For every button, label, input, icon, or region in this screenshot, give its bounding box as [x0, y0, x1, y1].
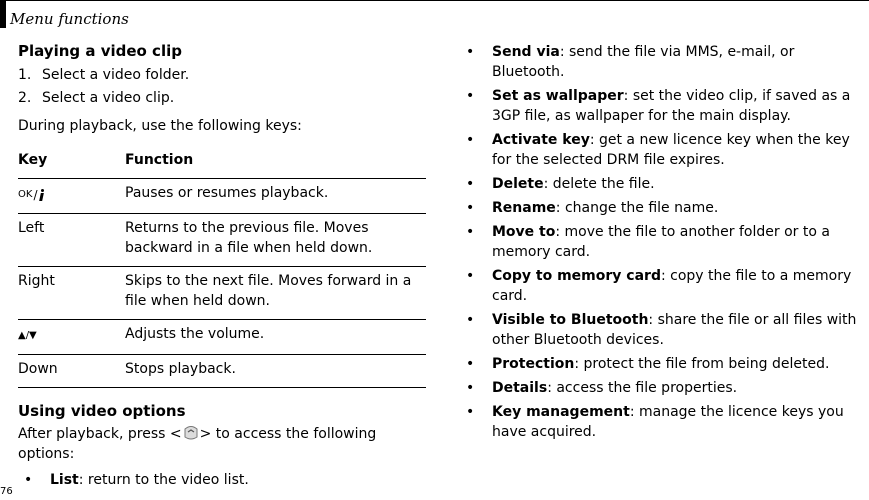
header-rule: [0, 0, 869, 1]
option-desc: : set the video clip, if saved as a 3GP file, as wallpaper for the main display.: [492, 88, 851, 124]
list-item: [18, 470, 428, 490]
list-item: [460, 86, 869, 126]
list-item: [460, 222, 869, 262]
list-item: [460, 354, 869, 374]
option-desc: : get a new licence key when the key for the selected DRM file expires.: [492, 132, 850, 168]
list-item: [460, 310, 869, 350]
options-intro-before: After playback, press <: [18, 426, 182, 442]
option-desc: : send the file via MMS, e-mail, or Bluetooth.: [492, 44, 795, 80]
option-term: Rename: [492, 200, 556, 216]
option-term: Activate key: [492, 132, 590, 148]
function-cell: Skips to the next file. Moves forward in a file when held down.: [125, 267, 426, 320]
table-header-row: [18, 148, 426, 179]
list-item: [460, 378, 869, 398]
option-term: Key management: [492, 404, 630, 420]
bullet-dot: •: [466, 44, 475, 60]
info-key-glyph: [38, 189, 46, 201]
key-cell: Left: [18, 214, 125, 267]
option-term: Details: [492, 380, 548, 396]
column-header-key: Key: [18, 148, 125, 179]
ok-i-key-icon: OK /: [18, 185, 46, 205]
function-cell: Adjusts the volume.: [125, 320, 426, 355]
bullet-dot: •: [24, 472, 33, 488]
left-column: [18, 42, 428, 490]
option-term: Copy to memory card: [492, 268, 661, 284]
key-cell: Right: [18, 267, 125, 320]
list-item: [460, 42, 869, 82]
ok-key-label: OK: [18, 189, 33, 200]
header-title: Menu functions: [10, 10, 129, 28]
option-term: Set as wallpaper: [492, 88, 624, 104]
step-number: 2.: [18, 90, 32, 106]
bullet-dot: •: [466, 200, 475, 216]
option-term: Move to: [492, 224, 556, 240]
function-cell: Returns to the previous file. Moves backward in a file when held down.: [125, 214, 426, 267]
playback-intro: During playback, use the following keys:: [18, 118, 302, 134]
bullet-dot: •: [466, 88, 475, 104]
right-column: [460, 42, 869, 446]
option-term: Visible to Bluetooth: [492, 312, 649, 328]
section-heading-playing: Playing a video clip: [18, 42, 182, 60]
option-term: Delete: [492, 176, 544, 192]
list-item: [460, 130, 869, 170]
column-header-function: Function: [125, 148, 426, 179]
option-term: Send via: [492, 44, 560, 60]
bullet-dot: •: [466, 312, 475, 328]
option-desc: : manage the licence keys you have acquired.: [492, 404, 844, 440]
bullet-dot: •: [466, 356, 475, 372]
option-term: Protection: [492, 356, 575, 372]
table-row: [18, 267, 426, 320]
function-cell: Pauses or resumes playback.: [125, 179, 426, 214]
keys-table: [18, 148, 426, 388]
page-number: 76: [0, 486, 13, 497]
options-intro-after: > to access the following options:: [18, 426, 377, 462]
table-row: [18, 214, 426, 267]
key-cell: Down: [18, 355, 125, 388]
key-cell: [18, 320, 125, 355]
function-cell: Stops playback.: [125, 355, 426, 388]
header-bar: [0, 0, 6, 28]
option-term: List: [50, 472, 79, 488]
list-item: [460, 174, 869, 194]
list-item: [460, 198, 869, 218]
bullet-dot: •: [466, 224, 475, 240]
table-row: [18, 320, 426, 355]
bullet-dot: •: [466, 380, 475, 396]
option-desc: : change the file name.: [555, 200, 719, 216]
step-number: 1.: [18, 67, 32, 83]
bullet-dot: •: [466, 176, 475, 192]
step-text: Select a video clip.: [42, 90, 175, 106]
step-item: [18, 64, 428, 87]
option-desc: : delete the file.: [543, 176, 655, 192]
list-item: [460, 402, 869, 442]
step-text: Select a video folder.: [42, 67, 190, 83]
section-heading-options: Using video options: [18, 402, 186, 420]
table-row: [18, 355, 426, 388]
bullet-dot: •: [466, 404, 475, 420]
option-desc: : access the file properties.: [547, 380, 738, 396]
softkey-options-icon: [182, 425, 200, 441]
bullet-dot: •: [466, 132, 475, 148]
option-desc: : share the file or all files with other Bluetooth devices.: [492, 312, 857, 348]
key-cell: [18, 179, 125, 214]
option-desc: : copy the file to a memory card.: [492, 268, 852, 304]
option-desc: : return to the video list.: [78, 472, 249, 488]
option-desc: : move the file to another folder or to a memory card.: [492, 224, 830, 260]
up-down-arrows-icon: ▲/▼: [18, 330, 37, 341]
options-intro: [18, 424, 428, 464]
option-desc: : protect the file from being deleted.: [574, 356, 830, 372]
table-row: [18, 179, 426, 214]
step-item: [18, 87, 428, 110]
bullet-dot: •: [466, 268, 475, 284]
list-item: [460, 266, 869, 306]
